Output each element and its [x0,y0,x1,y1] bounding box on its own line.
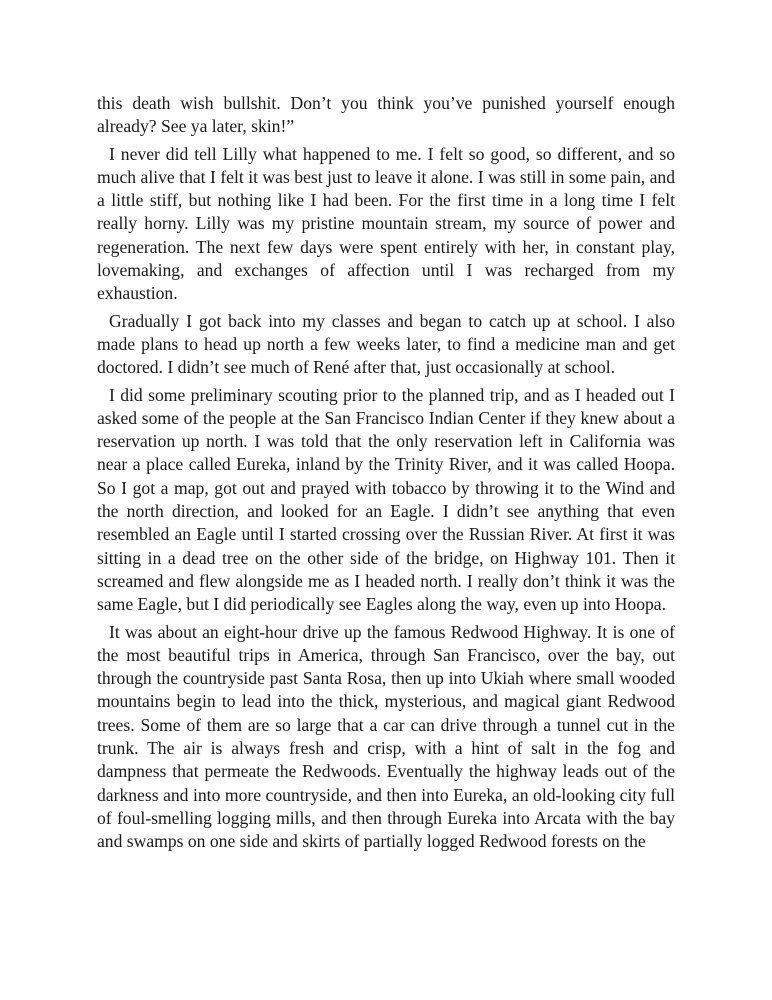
paragraph-redwood-highway: It was about an eight-hour drive up the famous Redwood Highway. It is one of the most beautiful trips in America, through San Francisco, over the bay, out through the countryside past Santa Rosa, then up into Ukiah where small wooded mountains begin to lead into the thick, mysterious, and magical giant Redwood trees. Some of them are so large that a car can drive through a tunnel cut in the trunk. The air is always fresh and crisp, with a hint of salt in the fog and dampness that permeate the Redwoods. Eventually the highway leads out of the darkness and into more countryside, and then into Eureka, an old-looking city full of foul-smelling logging mills, and then through Eureka into Arcata with the bay and swamps on one side and skirts of partially logged Redwood forests on the [97,621,675,852]
paragraph-lilly: I never did tell Lilly what happened to me. I felt so good, so different, and so much alive that I felt it was best just to leave it alone. I was still in some pain, and a little stiff, but nothing like I had been. For the first time in a long time I felt really horny. Lilly was my pristine mountain stream, my source of power and regeneration. The next few days were spent entirely with her, in constant play, lovemaking, and exchanges of affection until I was recharged from my exhaustion. [97,143,675,304]
book-page [97,92,675,858]
paragraph-school: Gradually I got back into my classes and began to catch up at school. I also made plans to head up north a few weeks later, to find a medicine man and get doctored. I didn’t see much of René after that, just occasionally at school. [97,310,675,378]
paragraph-continuation: this death wish bullshit. Don’t you think you’ve punished yourself enough already? See ya later, skin!” [97,93,675,137]
paragraph-scouting: I did some preliminary scouting prior to the planned trip, and as I headed out I asked some of the people at the San Francisco Indian Center if they knew about a reservation up north. I was told that the only reservation left in California was near a place called Eureka, inland by the Trinity River, and it was called Hoopa. So I got a map, got out and prayed with tobacco by throwing it to the Wind and the north direction, and looked for an Eagle. I didn’t see anything that even resembled an Eagle until I started crossing over the Russian River. At first it was sitting in a dead tree on the other side of the bridge, on Highway 101. Then it screamed and flew alongside me as I headed north. I really don’t think it was the same Eagle, but I did periodically see Eagles along the way, even up into Hoopa. [97,384,675,615]
